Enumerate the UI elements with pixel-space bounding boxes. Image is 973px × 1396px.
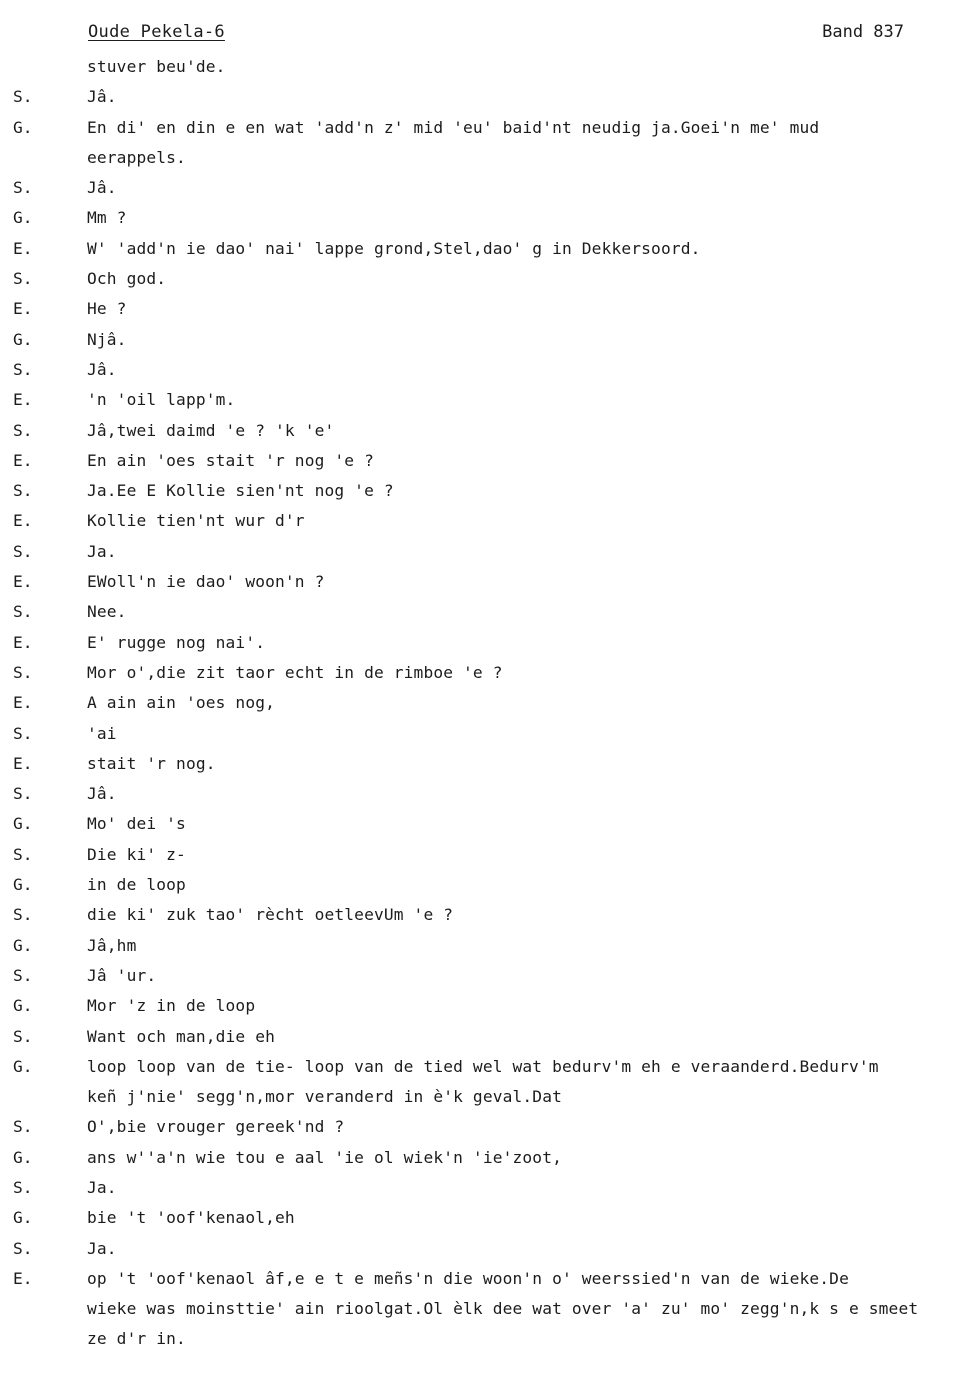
transcript-line	[0, 931, 973, 961]
transcript-line	[0, 173, 973, 203]
utterance-text: Ja.	[87, 541, 117, 561]
utterance-text: bie 't 'oof'kenaol,eh	[87, 1208, 295, 1228]
transcript-line	[0, 870, 973, 900]
speaker-label: S.	[13, 784, 33, 804]
speaker-label: G.	[13, 814, 33, 834]
transcript-line	[0, 1143, 973, 1173]
transcript-line	[0, 446, 973, 476]
speaker-label: S.	[13, 662, 33, 682]
speaker-label: S.	[13, 269, 33, 289]
transcript-line	[0, 1173, 973, 1203]
speaker-label: S.	[13, 359, 33, 379]
speaker-label: G.	[13, 1056, 33, 1076]
speaker-label: S.	[13, 1026, 33, 1046]
utterance-text: ze d'r in.	[87, 1329, 186, 1349]
utterance-text: Die ki' z-	[87, 844, 186, 864]
utterance-text: W' 'add'n ie dao' nai' lappe grond,Stel,dao' g in Dekkersoord.	[87, 238, 701, 258]
utterance-text: Ja.	[87, 1238, 117, 1258]
speaker-label: E.	[13, 632, 33, 652]
utterance-text: op 't 'oof'kenaol âf,e e t e meñs'n die woon'n o' weerssied'n van de wieke.De	[87, 1268, 849, 1288]
transcript-line	[0, 1112, 973, 1142]
speaker-label: S.	[13, 844, 33, 864]
document-title: Oude Pekela-6	[88, 22, 225, 42]
transcript-line	[0, 567, 973, 597]
transcript-line	[0, 961, 973, 991]
transcript-line	[0, 1203, 973, 1233]
transcript-line	[0, 1234, 973, 1264]
transcript-line	[0, 1022, 973, 1052]
speaker-label: E.	[13, 450, 33, 470]
transcript-line	[0, 1264, 973, 1294]
utterance-text: stuver beu'de.	[87, 57, 226, 76]
transcript-line	[0, 628, 973, 658]
transcript-line	[0, 294, 973, 324]
utterance-text: wieke was moinsttie' ain rioolgat.Ol èlk dee wat over 'a' zu' mo' zegg'n,k s e smeet	[87, 1299, 919, 1319]
utterance-text: Kollie tien'nt wur d'r	[87, 511, 305, 531]
speaker-label: S.	[13, 723, 33, 743]
utterance-text: loop loop van de tie- loop van de tied wel wat bedurv'm eh e veraanderd.Bedurv'm	[87, 1056, 879, 1076]
speaker-label: G.	[13, 996, 33, 1016]
utterance-text: En di' en din e en wat 'add'n z' mid 'eu' baid'nt neudig ja.Goei'n me' mud	[87, 117, 820, 137]
transcript-line	[0, 1052, 973, 1082]
utterance-text: Mor o',die zit taor echt in de rimboe 'e ?	[87, 662, 503, 682]
utterance-text: Jâ.	[87, 784, 117, 804]
transcript-line	[0, 597, 973, 627]
speaker-label: G.	[13, 1208, 33, 1228]
speaker-label: S.	[13, 420, 33, 440]
speaker-label: E.	[13, 693, 33, 713]
transcript-line	[0, 203, 973, 233]
utterance-text: Jâ.	[87, 359, 117, 379]
speaker-label: E.	[13, 1268, 33, 1288]
utterance-text: Och god.	[87, 269, 167, 289]
utterance-text: Jâ.	[87, 178, 117, 198]
transcript-line	[0, 1324, 973, 1354]
speaker-label: G.	[13, 329, 33, 349]
speaker-label: E.	[13, 572, 33, 592]
utterance-text: EWoll'n ie dao' woon'n ?	[87, 572, 325, 592]
band-number: Band 837	[822, 22, 904, 42]
utterance-text: Jâ,hm	[87, 935, 137, 955]
transcript-line	[0, 1294, 973, 1324]
transcript-line	[0, 264, 973, 294]
transcript-line	[0, 749, 973, 779]
utterance-text: Mo' dei 's	[87, 814, 186, 834]
transcript-line	[0, 719, 973, 749]
utterance-text: eerappels.	[87, 147, 186, 167]
speaker-label: G.	[13, 875, 33, 895]
transcript-line	[0, 991, 973, 1021]
transcript-line	[0, 1082, 973, 1112]
transcript-line	[0, 52, 973, 82]
transcript-line	[0, 234, 973, 264]
speaker-label: E.	[13, 299, 33, 319]
utterance-text: He ?	[87, 299, 127, 319]
utterance-text: Mor 'z in de loop	[87, 996, 256, 1016]
speaker-label: E.	[13, 753, 33, 773]
page-header	[88, 22, 908, 48]
transcript-line	[0, 658, 973, 688]
transcript-line	[0, 688, 973, 718]
transcript-line	[0, 809, 973, 839]
speaker-label: S.	[13, 1117, 33, 1137]
utterance-text: Want och man,die eh	[87, 1026, 276, 1046]
speaker-label: E.	[13, 390, 33, 410]
transcript-line	[0, 840, 973, 870]
utterance-text: Jâ 'ur.	[87, 965, 157, 985]
utterance-text: Nee.	[87, 602, 127, 622]
speaker-label: S.	[13, 481, 33, 501]
speaker-label: E.	[13, 511, 33, 531]
speaker-label: S.	[13, 178, 33, 198]
utterance-text: Jâ,twei daimd 'e ? 'k 'e'	[87, 420, 335, 440]
utterance-text: 'n 'oil lapp'm.	[87, 390, 236, 410]
speaker-label: S.	[13, 965, 33, 985]
utterance-text: Njâ.	[87, 329, 127, 349]
utterance-text: O',bie vrouger gereek'nd ?	[87, 1117, 345, 1137]
transcript-line	[0, 537, 973, 567]
utterance-text: ans w''a'n wie tou e aal 'ie ol wiek'n 'ie'zoot,	[87, 1147, 562, 1167]
transcript-body	[0, 52, 973, 1355]
speaker-label: S.	[13, 905, 33, 925]
transcript-line	[0, 506, 973, 536]
transcript-line	[0, 416, 973, 446]
transcript-line	[0, 82, 973, 112]
transcript-line	[0, 900, 973, 930]
speaker-label: S.	[13, 541, 33, 561]
speaker-label: E.	[13, 238, 33, 258]
utterance-text: Ja.Ee E Kollie sien'nt nog 'e ?	[87, 481, 394, 501]
transcript-line	[0, 779, 973, 809]
utterance-text: A ain ain 'oes nog,	[87, 693, 276, 713]
utterance-text: in de loop	[87, 875, 186, 895]
utterance-text: E' rugge nog nai'.	[87, 632, 266, 652]
speaker-label: S.	[13, 1177, 33, 1197]
utterance-text: Ja.	[87, 1177, 117, 1197]
utterance-text: stait 'r nog.	[87, 753, 216, 773]
utterance-text: Mm ?	[87, 208, 127, 228]
speaker-label: S.	[13, 1238, 33, 1258]
speaker-label: G.	[13, 208, 33, 228]
utterance-text: 'ai	[87, 723, 117, 743]
transcript-line	[0, 143, 973, 173]
speaker-label: G.	[13, 935, 33, 955]
transcript-line	[0, 476, 973, 506]
transcript-line	[0, 113, 973, 143]
utterance-text: die ki' zuk tao' rècht oetleevUm 'e ?	[87, 905, 454, 925]
speaker-label: S.	[13, 87, 33, 107]
utterance-text: En ain 'oes stait 'r nog 'e ?	[87, 450, 374, 470]
transcript-line	[0, 355, 973, 385]
utterance-text: keñ j'nie' segg'n,mor veranderd in è'k geval.Dat	[87, 1087, 562, 1107]
speaker-label: G.	[13, 1147, 33, 1167]
speaker-label: G.	[13, 117, 33, 137]
speaker-label: S.	[13, 602, 33, 622]
utterance-text: Jâ.	[87, 87, 117, 107]
transcript-line	[0, 325, 973, 355]
transcript-line	[0, 385, 973, 415]
